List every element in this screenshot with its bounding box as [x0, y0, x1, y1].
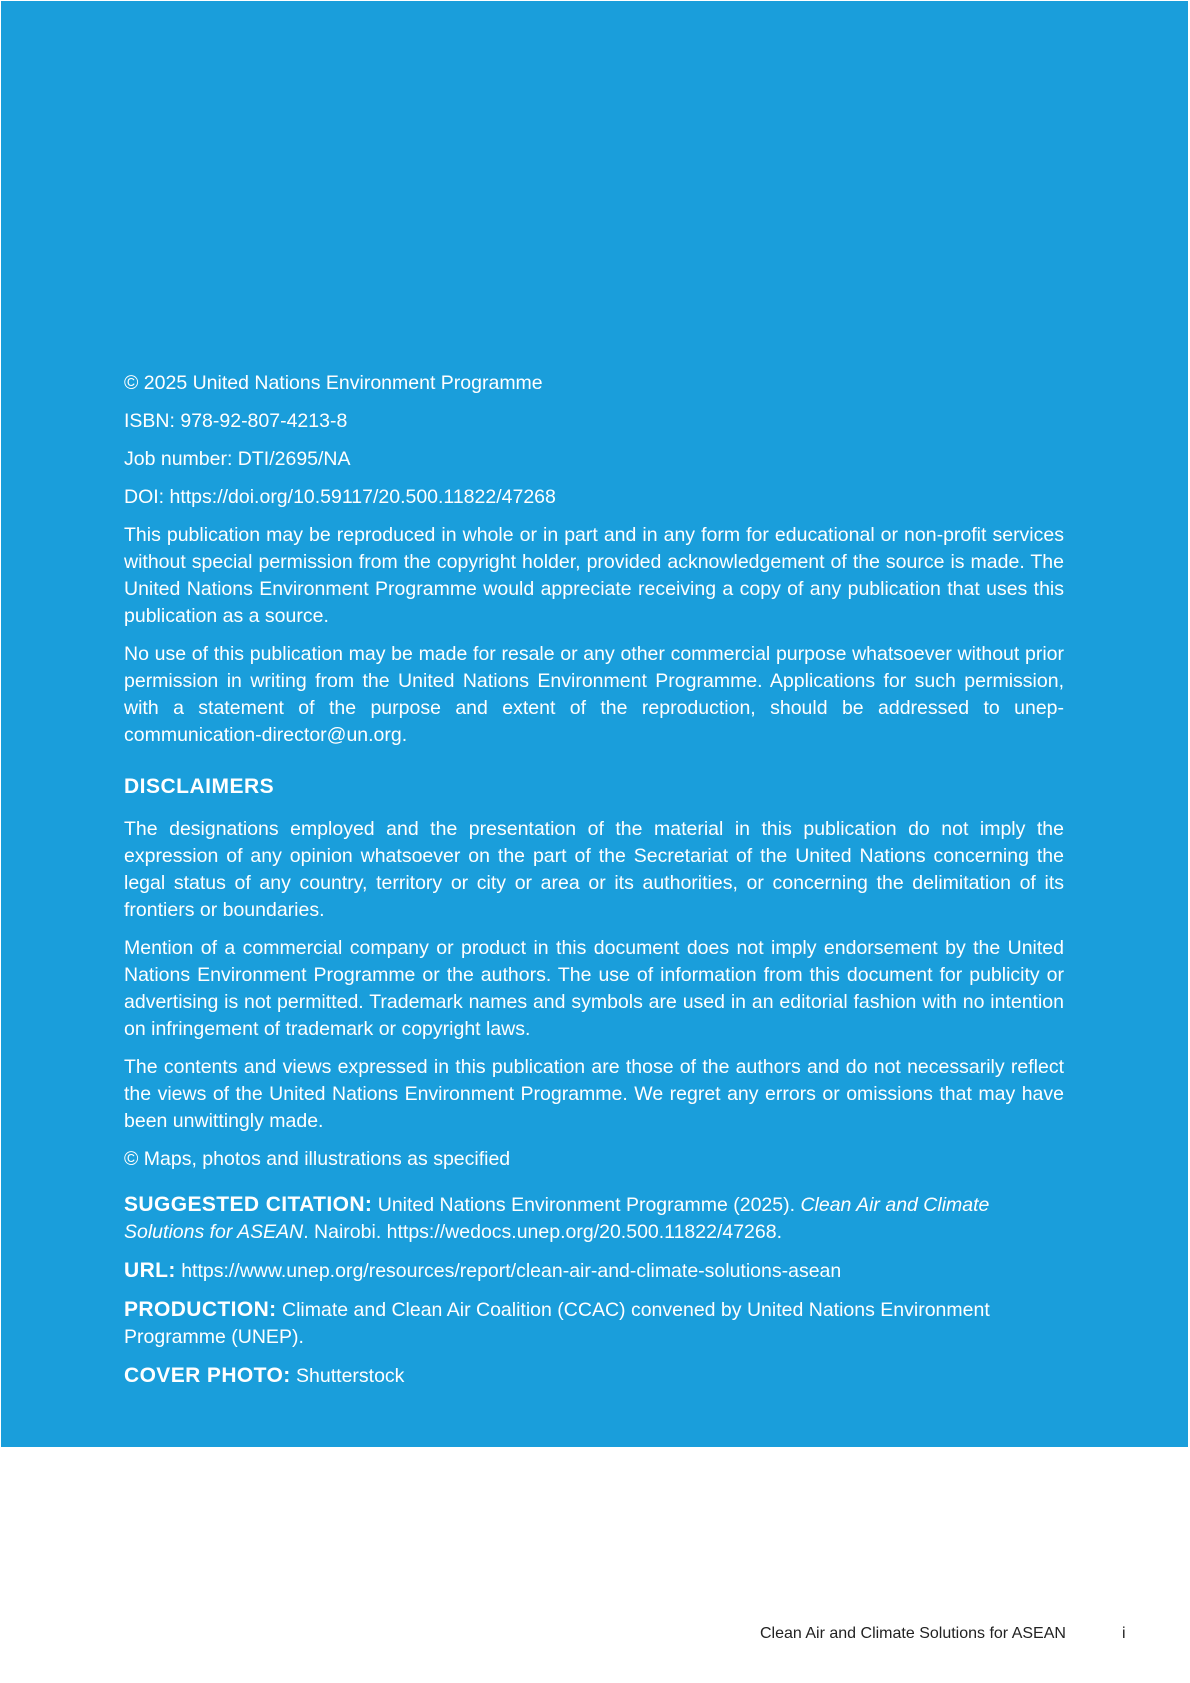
production-label: PRODUCTION:	[124, 1298, 277, 1321]
disclaimer-designations-paragraph: The designations employed and the presentation of the material in this publication do not imply the expression of any opinion whatsoever on the part of the Secretariat of the United Nations concerning the legal status of any country, territory or city or area or its authorities, or concerning the delimitation of its frontiers or boundaries.	[124, 818, 1064, 921]
cover-photo-value: Shutterstock	[296, 1365, 405, 1387]
suggested-citation	[124, 1191, 1064, 1246]
disclaimers-heading: DISCLAIMERS	[124, 775, 275, 798]
job-number-line: Job number: DTI/2695/NA	[124, 448, 351, 470]
citation-text-after: . Nairobi. https://wedocs.unep.org/20.500.11822/47268.	[303, 1221, 783, 1243]
production-line	[124, 1296, 1064, 1351]
isbn-line: ISBN: 978-92-807-4213-8	[124, 410, 348, 432]
url-line	[124, 1257, 1064, 1285]
commercial-use-paragraph: No use of this publication may be made for resale or any other commercial purpose whatsoever without prior permission in writing from the United Nations Environment Programme. Applications for such permission, with a statement of the purpose and extent of the reproduction, should be addressed to unep-communication-director@un.org.	[124, 643, 1064, 746]
citation-block	[124, 1191, 1064, 1390]
footer-report-title: Clean Air and Climate Solutions for ASEAN	[760, 1625, 1066, 1642]
url-value[interactable]: https://www.unep.org/resources/report/clean-air-and-climate-solutions-asean	[181, 1260, 842, 1282]
doi-line: DOI: https://doi.org/10.59117/20.500.11822/47268	[124, 486, 556, 508]
cover-photo-label: COVER PHOTO:	[124, 1364, 291, 1387]
publication-metadata	[124, 370, 1064, 511]
cover-photo-line	[124, 1362, 1064, 1390]
imprint-content	[124, 370, 1064, 1401]
citation-title: Clean Air and Climate Solutions for ASEAN	[124, 1194, 990, 1243]
disclaimer-views-paragraph: The contents and views expressed in this publication are those of the authors and do not necessarily reflect the views of the United Nations Environment Programme. We regret any errors or omissions that may have been unwittingly made.	[124, 1056, 1064, 1132]
production-value: Climate and Clean Air Coalition (CCAC) convened by United Nations Environment Programme (UNEP).	[124, 1299, 990, 1348]
reproduction-paragraph: This publication may be reproduced in whole or in part and in any form for educational or non-profit services without special permission from the copyright holder, provided acknowledgement of the source is made. The United Nations Environment Programme would appreciate receiving a copy of any publication that uses this publication as a source.	[124, 524, 1064, 627]
suggested-citation-label: SUGGESTED CITATION:	[124, 1193, 373, 1216]
copyright-line: © 2025 United Nations Environment Programme	[124, 372, 543, 394]
footer-page-number: i	[1122, 1625, 1126, 1642]
citation-text-before: United Nations Environment Programme (2025).	[377, 1194, 796, 1216]
disclaimer-commercial-paragraph: Mention of a commercial company or product in this document does not imply endorsement by the United Nations Environment Programme or the authors. The use of information from this document for publicity or advertising is not permitted. Trademark names and symbols are used in an editorial fashion with no intention on infringement of trademark or copyright laws.	[124, 937, 1064, 1040]
maps-photos-note: © Maps, photos and illustrations as specified	[124, 1148, 511, 1170]
url-label: URL:	[124, 1259, 176, 1282]
